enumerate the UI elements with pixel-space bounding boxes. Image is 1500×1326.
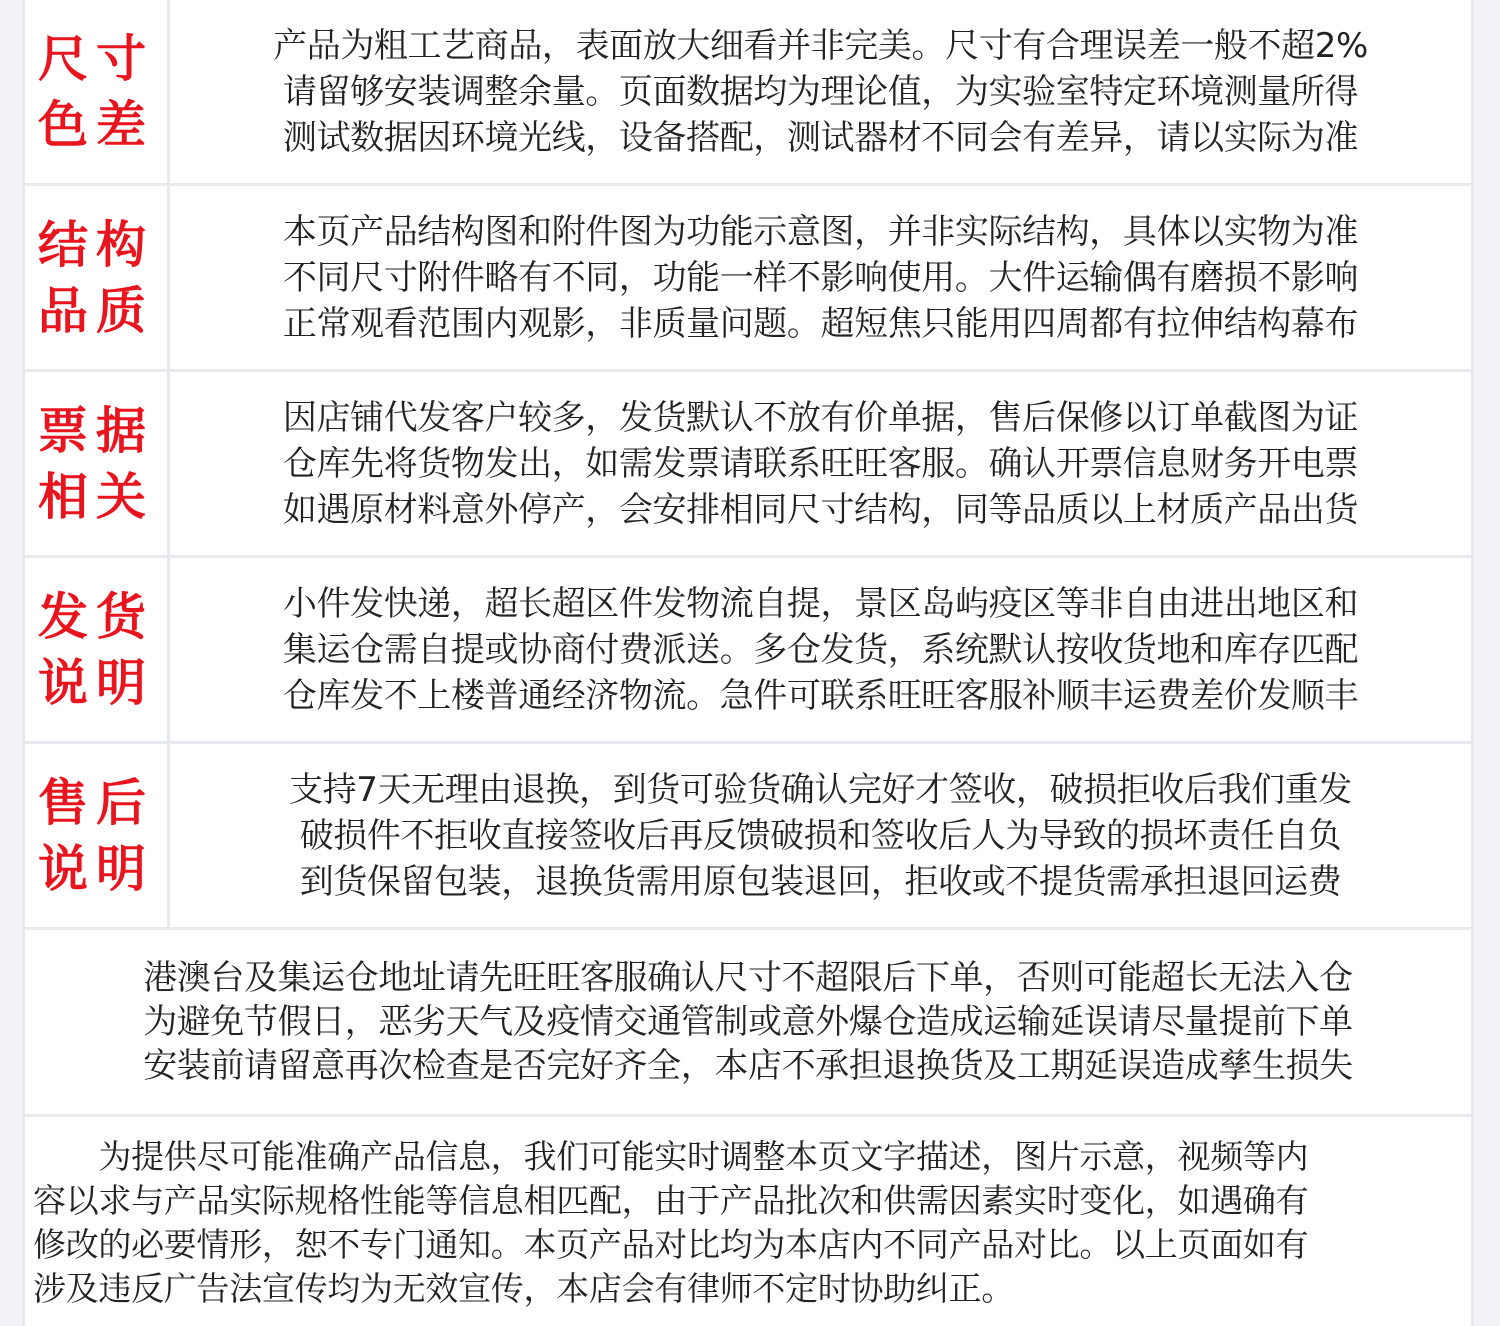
disclaimer: [25, 1117, 1471, 1326]
section-label-line: 说明: [38, 838, 154, 898]
section-text-line: 小件发快递，超长超区件发物流自提，景区岛屿疫区等非自由进出地区和: [282, 583, 1359, 624]
section-text-line: 不同尺寸附件略有不同，功能一样不影响使用。大件运输偶有磨损不影响: [282, 257, 1359, 298]
section-invoice: [25, 372, 1471, 558]
notice-line: 安装前请留意再次检查是否完好齐全，本店不承担退换货及工期延误造成孳生损失: [143, 1046, 1353, 1086]
section-label-line: 发货: [38, 586, 154, 646]
section-after-sales: [25, 744, 1471, 930]
section-structure-quality: [25, 186, 1471, 372]
section-text-line: 正常观看范围内观影，非质量问题。超短焦只能用四周都有拉伸结构幕布: [282, 303, 1359, 344]
section-text-line: 产品为粗工艺商品，表面放大细看并非完美。尺寸有合理误差一般不超2%: [273, 25, 1368, 66]
section-label-line: 尺寸: [38, 28, 154, 88]
disclaimer-line: 涉及违反广告法宣传均为无效宣传，本店会有律师不定时协助纠正。: [33, 1269, 1015, 1308]
notice-line: 为避免节假日，恶劣天气及疫情交通管制或意外爆仓造成运输延误请尽量提前下单: [143, 1002, 1353, 1042]
section-label-line: 票据: [38, 400, 154, 460]
section-label: [25, 558, 170, 741]
section-label: [25, 372, 170, 555]
shipping-notice: [25, 930, 1471, 1117]
section-text: [170, 558, 1471, 741]
section-label-line: 品质: [38, 280, 154, 340]
section-label-line: 相关: [38, 466, 154, 526]
notice-line: 港澳台及集运仓地址请先旺旺客服确认尺寸不超限后下单，否则可能超长无法入仓: [143, 958, 1353, 998]
section-label: [25, 744, 170, 927]
section-text-line: 仓库发不上楼普通经济物流。急件可联系旺旺客服补顺丰运费差价发顺丰: [282, 675, 1359, 716]
section-label-line: 色差: [38, 94, 154, 154]
section-text-line: 因店铺代发客户较多，发货默认不放有价单据，售后保修以订单截图为证: [282, 397, 1359, 438]
section-text: [170, 744, 1471, 927]
section-text-line: 破损件不拒收直接签收后再反馈破损和签收后人为导致的损坏责任自负: [299, 815, 1342, 856]
section-label-line: 结构: [38, 214, 154, 274]
section-text: [170, 186, 1471, 369]
info-table: [22, 0, 1474, 1326]
section-text-line: 仓库先将货物发出，如需发票请联系旺旺客服。确认开票信息财务开电票: [282, 443, 1359, 484]
section-text-line: 集运仓需自提或协商付费派送。多仓发货，系统默认按收货地和库存匹配: [282, 629, 1359, 670]
section-label-line: 售后: [38, 772, 154, 832]
section-label: [25, 186, 170, 369]
section-label: [25, 0, 170, 183]
section-text-line: 支持7天无理由退换，到货可验货确认完好才签收，破损拒收后我们重发: [289, 769, 1352, 810]
disclaimer-line: 为提供尽可能准确产品信息，我们可能实时调整本页文字描述，图片示意，视频等内: [33, 1137, 1309, 1176]
section-text-line: 如遇原材料意外停产，会安排相同尺寸结构，同等品质以上材质产品出货: [282, 489, 1359, 530]
section-label-line: 说明: [38, 652, 154, 712]
disclaimer-line: 修改的必要情形，恕不专门通知。本页产品对比均为本店内不同产品对比。以上页面如有: [33, 1225, 1309, 1264]
section-text-line: 本页产品结构图和附件图为功能示意图，并非实际结构，具体以实物为准: [282, 211, 1359, 252]
section-text: [170, 372, 1471, 555]
section-size-color: [25, 0, 1471, 186]
section-text-line: 请留够安装调整余量。页面数据均为理论值，为实验室特定环境测量所得: [282, 71, 1359, 112]
section-text: [170, 0, 1471, 183]
disclaimer-line: 容以求与产品实际规格性能等信息相匹配，由于产品批次和供需因素实时变化，如遇确有: [33, 1181, 1309, 1220]
section-text-line: 测试数据因环境光线，设备搭配，测试器材不同会有差异，请以实际为准: [282, 117, 1359, 158]
section-text-line: 到货保留包装，退换货需用原包装退回，拒收或不提货需承担退回运费: [299, 861, 1342, 902]
section-shipping: [25, 558, 1471, 744]
